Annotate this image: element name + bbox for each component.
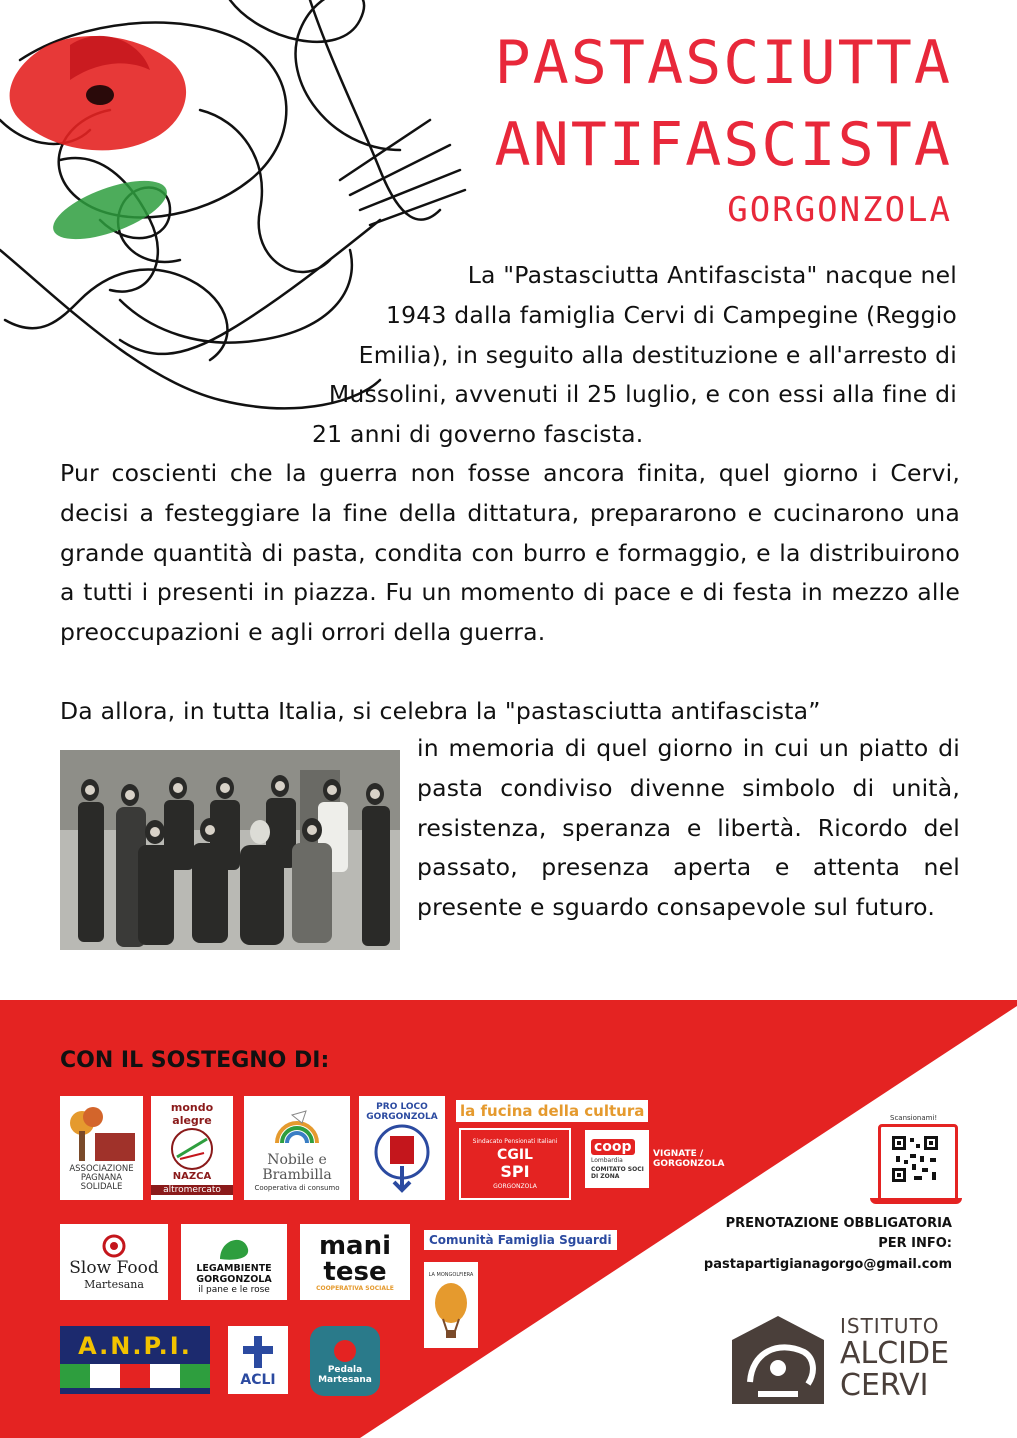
manitese-name: mani tese [318, 1230, 392, 1287]
istituto-line1: ISTITUTO [840, 1314, 940, 1338]
logo-acli [228, 1326, 288, 1394]
mongolfiera-label: LA MONGOLFIERA [428, 1271, 474, 1278]
mondo-label: mondo alegre [170, 1101, 214, 1127]
slowfood-name: Slow Food [69, 1257, 159, 1278]
memory-paragraph [417, 729, 960, 928]
scan-label: Scansionami! [890, 1114, 938, 1122]
booking-title: PRENOTAZIONE OBBLIGATORIA [725, 1216, 952, 1231]
logo-coop [583, 1128, 733, 1190]
cgil-mid: CGIL [497, 1147, 533, 1163]
qr-laptop[interactable] [870, 1124, 962, 1208]
history-paragraph [60, 454, 960, 653]
cgil-top: Sindacato Pensionati Italiani [472, 1138, 558, 1145]
logo-pagnana [60, 1096, 143, 1200]
intro-line: Emilia), in seguito alla destituzione e all'arresto di [358, 340, 957, 369]
title-line-2: ANTIFASCISTA [494, 110, 952, 180]
pedala-label: Pedala Martesana [318, 1365, 372, 1385]
coop-place: VIGNATE / GORGONZOLA [649, 1130, 731, 1188]
title-subtitle: GORGONZOLA [727, 190, 952, 230]
logo-slow-food [60, 1224, 168, 1300]
intro-line: 21 anni di governo fascista. [312, 420, 644, 449]
istituto-line2: ALCIDE [840, 1336, 950, 1371]
booking-info: PER INFO: [878, 1236, 952, 1251]
logo-legambiente [181, 1224, 287, 1300]
balloon-icon [431, 1281, 471, 1341]
logo-pedala-martesana [310, 1326, 380, 1396]
istituto-cervi-icon [728, 1312, 828, 1406]
intro-line: La "Pastasciutta Antifascista" nacque nel [467, 261, 957, 289]
anpi-label: A.N.P.I. [78, 1332, 192, 1360]
snail-icon [99, 1234, 129, 1258]
logo-mani-tese [300, 1224, 410, 1300]
logo-proloco [359, 1096, 445, 1200]
manitese-sub: COOPERATIVA SOCIALE [316, 1284, 394, 1292]
swan-leaf-icon [214, 1229, 254, 1263]
istituto-line3: CERVI [840, 1368, 929, 1403]
title-line-1: PASTASCIUTTA [494, 28, 952, 98]
logo-mongolfiera [424, 1262, 478, 1348]
nazca-icon [162, 1127, 222, 1171]
fucina-label: la fucina della cultura [456, 1100, 648, 1122]
cervi-family-photo [60, 750, 400, 950]
intro-paragraph [177, 256, 957, 455]
cgil-bottom: GORGONZOLA [493, 1183, 537, 1190]
sponsors-heading: CON IL SOSTEGNO DI: [60, 1048, 330, 1073]
logo-anpi [60, 1326, 210, 1394]
acli-label: ACLI [240, 1372, 276, 1388]
italian-flag-stripes [60, 1364, 210, 1388]
slowfood-sub: Martesana [84, 1277, 144, 1291]
proloco-label: PRO LOCO GORGONZOLA [366, 1102, 438, 1122]
nobile-sub: Cooperativa di consumo [254, 1183, 340, 1192]
intro-line: 1943 dalla famiglia Cervi di Campegine (Reggio [386, 300, 957, 329]
acli-cross-icon [235, 1332, 281, 1372]
altromercato-label: altromercato [151, 1185, 233, 1195]
logo-mondo-alegre [151, 1096, 233, 1200]
intro-line: Mussolini, avvenuti il 25 luglio, e con essi alla fine di [328, 380, 957, 409]
nazca-label: NAZCA [172, 1171, 212, 1182]
laptop-base [870, 1198, 962, 1204]
comunita-label: Comunità Famiglia Sguardi [424, 1230, 617, 1250]
booking-email[interactable]: pastapartigianagorgo@gmail.com [703, 1257, 952, 1272]
logo-nobile-brambilla [244, 1096, 350, 1200]
pagnana-tree-icon [67, 1105, 137, 1165]
bike-wheel-icon [331, 1337, 359, 1365]
celebration-line [60, 692, 960, 732]
dove-rainbow-icon [272, 1103, 322, 1153]
history-text: Pur coscienti che la guerra non fosse ancora finita, quel giorno i Cervi, decisi a festeggiare la fine della dittatura, prepararono e cucinarono una grande quantità di pasta, condita con burro e formaggio, e la distribuirono a tutti i presenti in piazza. Fu un momento di pace e di festa in mezzo alle preoccupazioni e agli orrori della guerra. [60, 459, 960, 647]
coop-brand: coop [591, 1139, 635, 1155]
memory-text: in memoria di quel giorno in cui un piatto di pasta condiviso divenne simbolo di unità, resistenza, speranza e libertà. Ricordo del passato, presenza aperta e attenta nel presente e sguardo consapevole sul futuro. [417, 734, 960, 922]
cgil-spi: SPI [500, 1162, 530, 1181]
coop-brand-block [585, 1139, 649, 1180]
pagnana-label: ASSOCIAZIONE PAGNANA SOLIDALE [69, 1163, 134, 1192]
logo-cgil-spi [459, 1128, 571, 1200]
proloco-emblem-icon [370, 1122, 434, 1194]
coop-committee: COMITATO SOCI DI ZONA [591, 1165, 644, 1180]
celebration-text: Da allora, in tutta Italia, si celebra la "pastasciutta antifascista” [60, 697, 821, 725]
legambiente-sub: il pane e le rose [198, 1285, 270, 1295]
qr-code-icon[interactable] [890, 1134, 940, 1184]
legambiente-name: LEGAMBIENTE GORGONZOLA [196, 1263, 272, 1285]
nobile-name: Nobile e Brambilla [262, 1151, 332, 1183]
coop-region: Lombardia [591, 1156, 623, 1164]
